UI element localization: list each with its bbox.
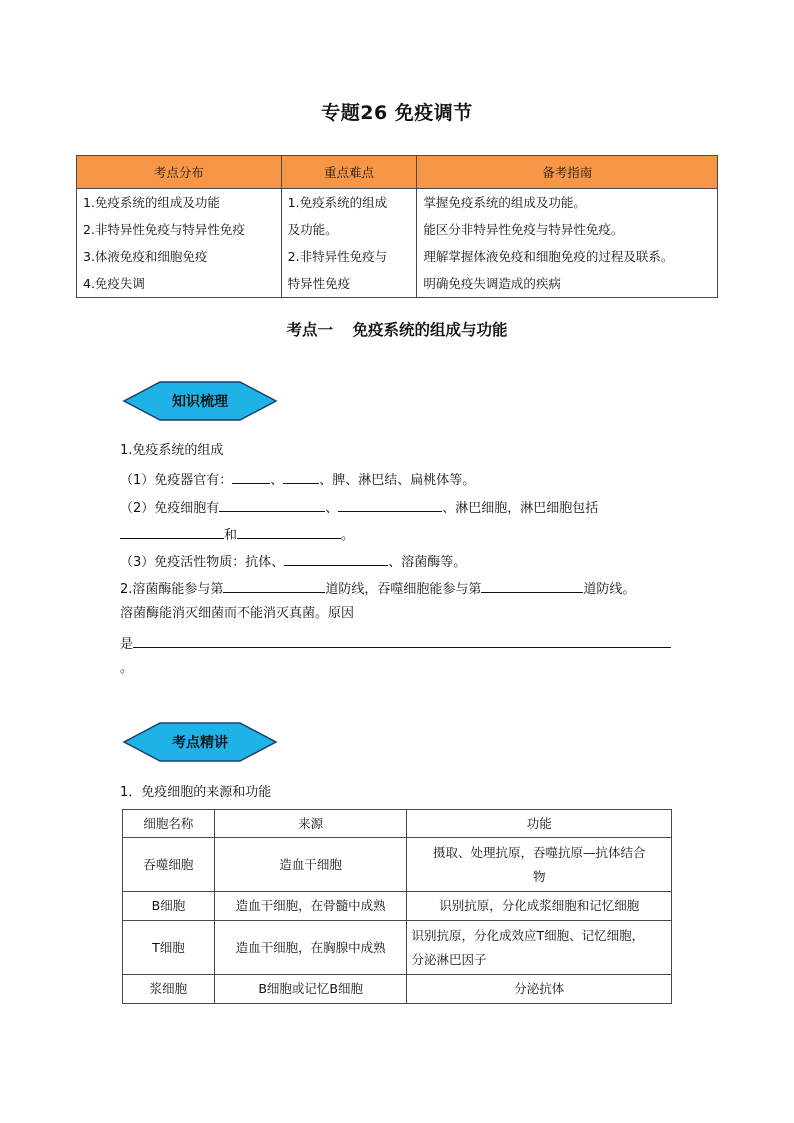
list-item: 掌握免疫系统的组成及功能。 bbox=[423, 195, 586, 210]
immune-cells-table bbox=[122, 809, 672, 1004]
cell-function: 识别抗原，分化成浆细胞和记忆细胞 bbox=[407, 892, 672, 921]
answer-blank[interactable] bbox=[219, 497, 325, 512]
cells-question: （2）免疫细胞有 、 、淋巴细胞，淋巴细胞包括 bbox=[120, 497, 598, 518]
key-points-badge bbox=[122, 722, 278, 762]
answer-blank[interactable] bbox=[338, 497, 442, 512]
cell-source: B细胞或记忆B细胞 bbox=[214, 975, 407, 1004]
cell-source: 造血干细胞 bbox=[214, 838, 407, 892]
header-exam-points: 考点分布 bbox=[77, 156, 282, 189]
header-function: 功能 bbox=[407, 810, 672, 838]
list-item: 能区分非特异性免疫与特异性免疫。 bbox=[423, 222, 624, 237]
header-study-guide: 备考指南 bbox=[417, 156, 718, 189]
exam-points-cell bbox=[77, 189, 282, 298]
knowledge-review-badge bbox=[122, 381, 278, 421]
active-substance-question: （3）免疫活性物质：抗体、 、溶菌酶等。 bbox=[120, 551, 466, 572]
table-row bbox=[123, 838, 672, 892]
list-item: 2.非特异性免疫与 bbox=[287, 249, 388, 264]
table-row bbox=[123, 921, 672, 975]
list-item: 1.免疫系统的组成及功能 bbox=[83, 195, 220, 210]
organs-question: （1）免疫器官有： 、 、脾、淋巴结、扁桃体等。 bbox=[120, 469, 475, 490]
cells-question-cont: 和 。 bbox=[120, 524, 354, 545]
knowledge-heading: 1.免疫系统的组成 bbox=[120, 443, 224, 458]
header-key-difficulties: 重点难点 bbox=[281, 156, 417, 189]
list-item: 2.非特异性免疫与特异性免疫 bbox=[83, 222, 245, 237]
list-item: 1.免疫系统的组成 bbox=[287, 195, 388, 210]
study-guide-cell bbox=[417, 189, 718, 298]
defense-line-question: 2.溶菌酶能参与第 道防线，吞噬细胞能参与第 道防线。 bbox=[120, 578, 635, 599]
answer-blank[interactable] bbox=[237, 524, 341, 539]
answer-blank[interactable] bbox=[120, 524, 224, 539]
overview-table bbox=[76, 155, 718, 298]
key-difficulties-cell bbox=[281, 189, 417, 298]
header-source: 来源 bbox=[214, 810, 407, 838]
header-cell-name: 细胞名称 bbox=[123, 810, 215, 838]
cell-name: T细胞 bbox=[123, 921, 215, 975]
answer-blank[interactable] bbox=[223, 578, 325, 593]
table-row bbox=[123, 975, 672, 1004]
page-title: 专题26 免疫调节 bbox=[321, 102, 473, 124]
overview-body-row bbox=[77, 189, 718, 298]
badge-label: 考点精讲 bbox=[172, 735, 228, 751]
lysozyme-answer-line: 是 bbox=[120, 633, 671, 654]
cell-source: 造血干细胞，在骨髓中成熟 bbox=[214, 892, 407, 921]
answer-blank[interactable] bbox=[283, 469, 319, 484]
cell-name: 浆细胞 bbox=[123, 975, 215, 1004]
cell-name: B细胞 bbox=[123, 892, 215, 921]
answer-blank[interactable] bbox=[284, 551, 388, 566]
lysozyme-answer-end: 。 bbox=[120, 661, 134, 676]
cell-function: 摄取、处理抗原，吞噬抗原—抗体结合 物 bbox=[407, 838, 672, 892]
cell-source: 造血干细胞，在胸腺中成熟 bbox=[214, 921, 407, 975]
list-item: 特异性免疫 bbox=[287, 276, 351, 291]
list-item: 理解掌握体液免疫和细胞免疫的过程及联系。 bbox=[423, 249, 674, 264]
list-item: 及功能。 bbox=[287, 222, 338, 237]
answer-blank[interactable] bbox=[481, 578, 583, 593]
table-header-row bbox=[123, 810, 672, 838]
cells-section-heading: 1．免疫细胞的来源和功能 bbox=[120, 785, 272, 800]
cell-name: 吞噬细胞 bbox=[123, 838, 215, 892]
list-item: 3.体液免疫和细胞免疫 bbox=[83, 249, 208, 264]
section-title: 考点一 免疫系统的组成与功能 bbox=[286, 321, 508, 339]
list-item: 明确免疫失调造成的疾病 bbox=[423, 276, 561, 291]
cell-function: 分泌抗体 bbox=[407, 975, 672, 1004]
answer-blank[interactable] bbox=[232, 469, 270, 484]
list-item: 4.免疫失调 bbox=[83, 276, 145, 291]
overview-header-row bbox=[77, 156, 718, 189]
badge-label: 知识梳理 bbox=[172, 394, 228, 410]
answer-blank[interactable] bbox=[133, 633, 671, 648]
lysozyme-question: 溶菌酶能消灭细菌而不能消灭真菌。原因 bbox=[120, 606, 355, 621]
table-row bbox=[123, 892, 672, 921]
cell-function: 识别抗原，分化成效应T细胞、记忆细胞， 分泌淋巴因子 bbox=[407, 921, 672, 975]
